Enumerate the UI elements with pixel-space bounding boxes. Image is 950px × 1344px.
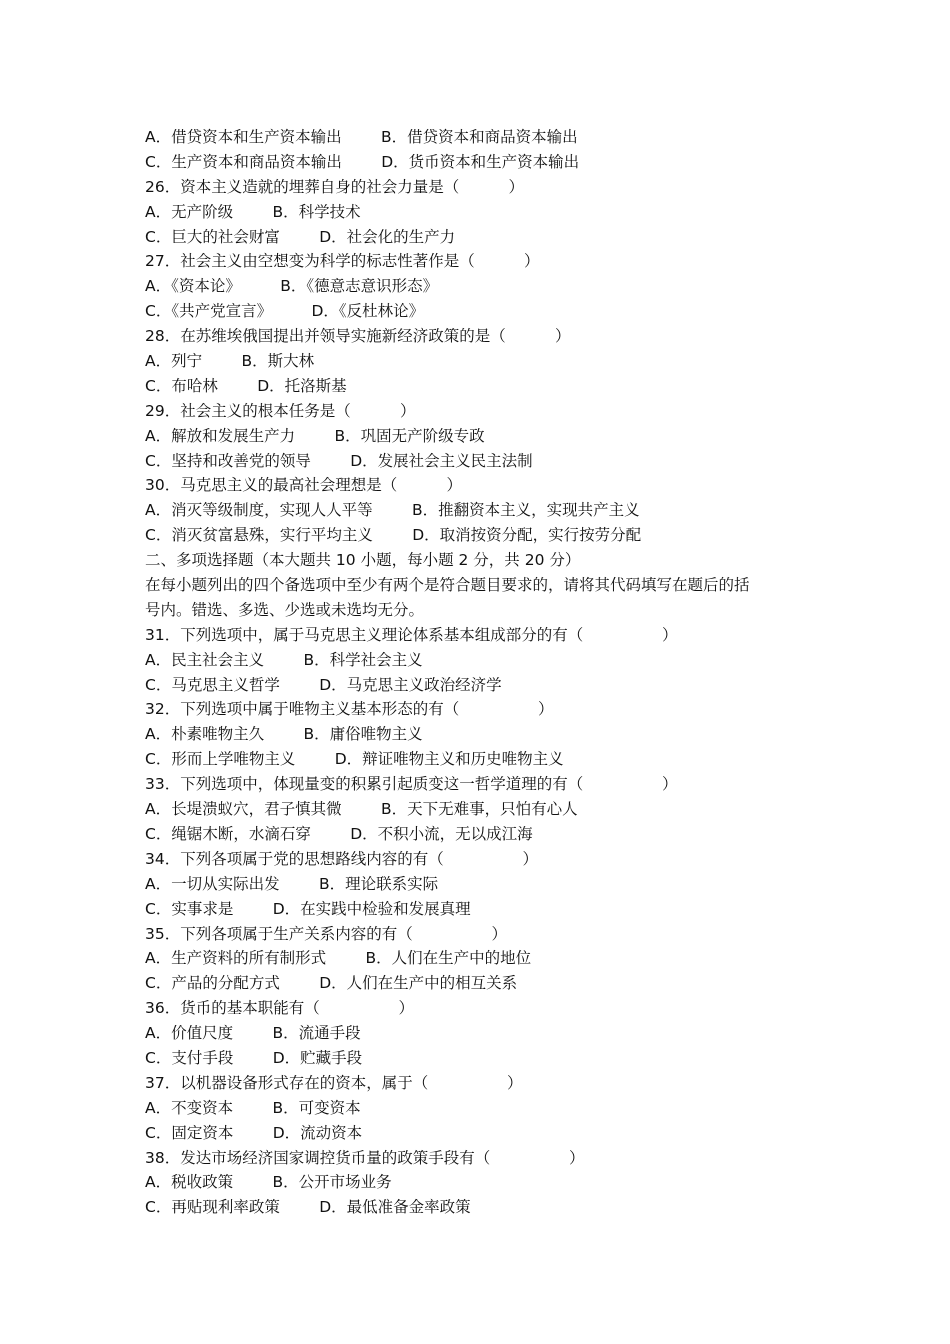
section-heading: 二、多项选择题（本大题共 10 小题，每小题 2 分，共 20 分） (145, 551, 581, 570)
section-instructions: 在每小题列出的四个备选项中至少有两个是符合题目要求的，请将其代码填写在题后的括 (145, 576, 750, 595)
text-line: C．消灭贫富悬殊，实行平均主义 D．取消按资分配，实行按劳分配 (145, 526, 642, 545)
text-line: C．巨大的社会财富 D．社会化的生产力 (145, 227, 456, 246)
question-37: 37．以机器设备形式存在的资本，属于（ ） (145, 1073, 523, 1092)
text-line: A．民主社会主义 B．科学社会主义 (145, 650, 423, 669)
text-line: A．列宁 B．斯大林 (145, 352, 315, 371)
text-line: C．生产资本和商品资本输出 D．货币资本和生产资本输出 (145, 152, 580, 171)
question-28: 28．在苏维埃俄国提出并领导实施新经济政策的是（ ） (145, 327, 571, 346)
text-line: C．产品的分配方式 D．人们在生产中的相互关系 (145, 974, 518, 993)
question-33: 33．下列选项中，体现量变的积累引起质变这一哲学道理的有（ ） (145, 775, 678, 794)
question-32: 32．下列选项中属于唯物主义基本形态的有（ ） (145, 700, 554, 719)
question-31: 31．下列选项中，属于马克思主义理论体系基本组成部分的有（ ） (145, 625, 678, 644)
text-line: A．消灭等级制度，实现人人平等 B．推翻资本主义，实现共产主义 (145, 501, 640, 520)
text-line: A．解放和发展生产力 B．巩固无产阶级专政 (145, 426, 485, 445)
text-line: A．《资本论》 B．《德意志意识形态》 (145, 277, 439, 296)
text-line: C．马克思主义哲学 D．马克思主义政治经济学 (145, 675, 502, 694)
question-27: 27．社会主义由空想变为科学的标志性著作是（ ） (145, 252, 540, 271)
question-36: 36．货币的基本职能有（ ） (145, 999, 415, 1018)
text-line: A．借贷资本和生产资本输出 B．借贷资本和商品资本输出 (145, 128, 578, 146)
text-line: C．《共产党宣言》 D．《反杜林论》 (145, 302, 425, 321)
question-34: 34．下列各项属于党的思想路线内容的有（ ） (145, 849, 539, 868)
exam-page (145, 125, 815, 1220)
text-line: C．固定资本 D．流动资本 (145, 1123, 363, 1142)
question-30: 30．马克思主义的最高社会理想是（ ） (145, 476, 462, 495)
text-line: C．再贴现利率政策 D．最低准备金率政策 (145, 1198, 471, 1217)
text-line: C．布哈林 D．托洛斯基 (145, 376, 347, 395)
text-line: A．价值尺度 B．流通手段 (145, 1024, 361, 1043)
text-line: C．支付手段 D．贮藏手段 (145, 1048, 363, 1067)
text-line: C．实事求是 D．在实践中检验和发展真理 (145, 899, 471, 918)
question-38: 38．发达市场经济国家调控货币量的政策手段有（ ） (145, 1148, 585, 1167)
text-line: C．坚持和改善党的领导 D．发展社会主义民主法制 (145, 451, 533, 470)
text-line: A．朴素唯物主久 B．庸俗唯物主义 (145, 725, 423, 744)
text-line: A．长堤溃蚁穴，君子慎其微 B．天下无难事，只怕有心人 (145, 800, 578, 819)
question-26: 26．资本主义造就的埋葬自身的社会力量是（ ） (145, 177, 524, 196)
section-instructions-cont: 号内。错选、多选、少选或未选均无分。 (145, 600, 425, 619)
text-line: C．形而上学唯物主义 D．辩证唯物主义和历史唯物主义 (145, 750, 564, 769)
text-line: C．绳锯木断，水滴石穿 D．不积小流，无以成江海 (145, 824, 533, 843)
text-line: A．不变资本 B．可变资本 (145, 1098, 361, 1117)
text-line: A．税收政策 B．公开市场业务 (145, 1173, 392, 1192)
text-line: A．无产阶级 B．科学技术 (145, 202, 361, 221)
question-29: 29．社会主义的根本任务是（ ） (145, 401, 416, 420)
text-line: A．生产资料的所有制形式 B．人们在生产中的地位 (145, 949, 532, 968)
question-35: 35．下列各项属于生产关系内容的有（ ） (145, 924, 508, 943)
text-line: A．一切从实际出发 B．理论联系实际 (145, 874, 439, 893)
